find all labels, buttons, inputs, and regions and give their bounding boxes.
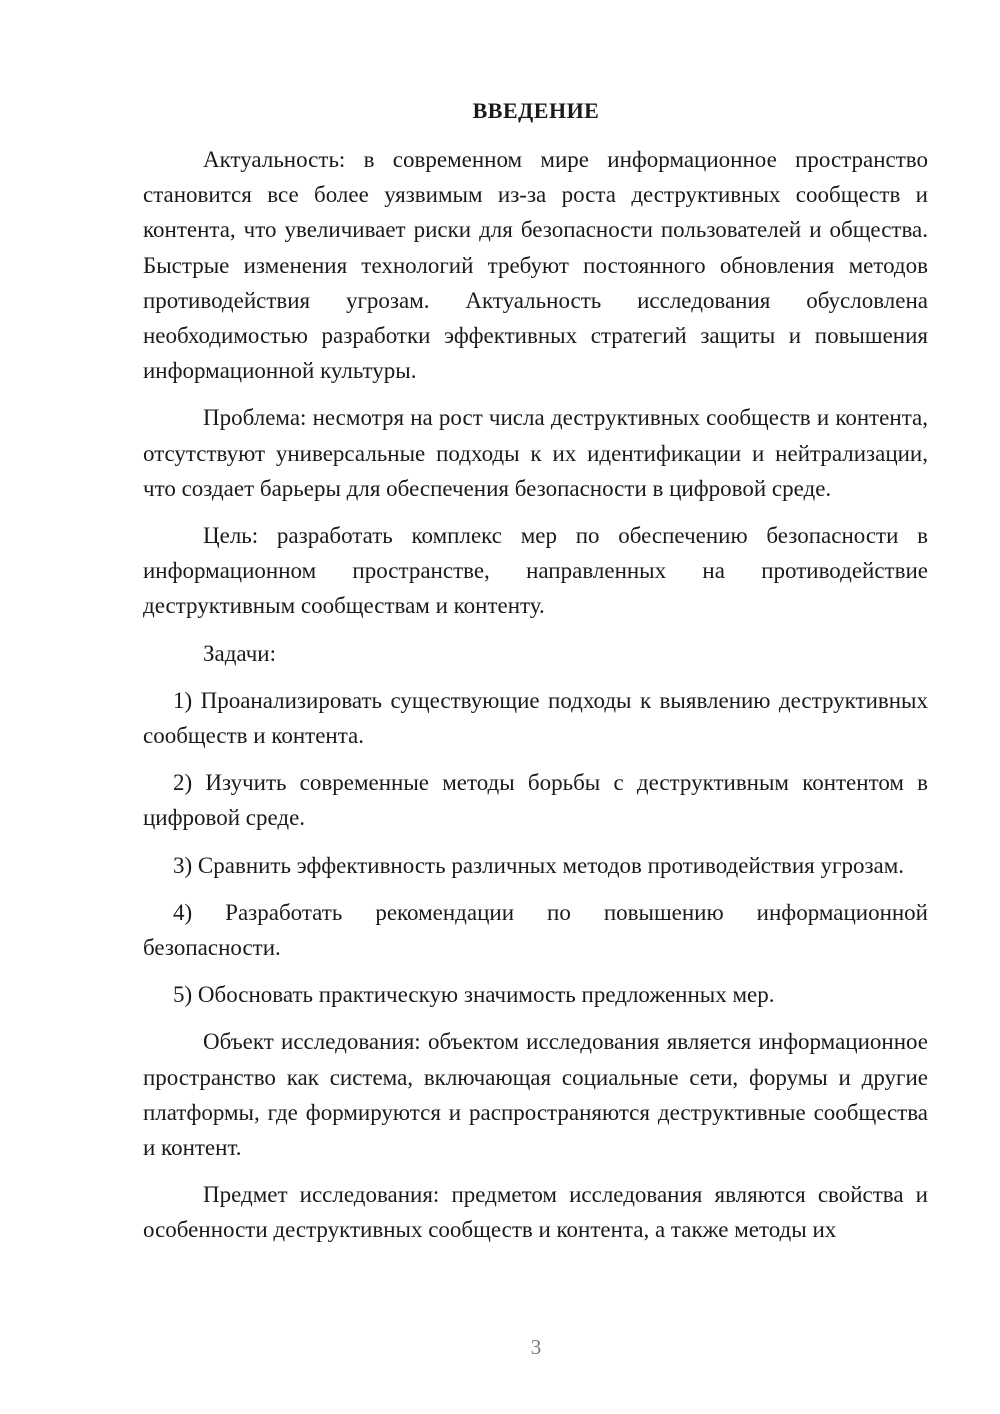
paragraph-relevance: Актуальность: в современном мире информационное пространство становится все более уязвимым из-за роста деструктивных сообществ и контента, что увеличивает риски для безопасности пользователей и общества. Быстрые изменения технологий требуют постоянного обновления методов противодействия угрозам. Актуальность исследования обусловлена необходимостью разработки эффективных стратегий защиты и повышения информационной культуры. (143, 147, 928, 384)
task-item-5: 5) Обосновать практическую значимость предложенных мер. (173, 982, 775, 1008)
task-item-1: 1) Проанализировать существующие подходы к выявлению деструктивных сообществ и контента. (143, 687, 928, 749)
paragraph-problem: Проблема: несмотря на рост числа деструктивных сообществ и контента, отсутствуют универсальные подходы к их идентификации и нейтрализации, что создает барьеры для обеспечения безопасности в цифровой среде. (143, 405, 928, 501)
section-title: ВВЕДЕНИЕ (472, 98, 600, 123)
paragraph-goal: Цель: разработать комплекс мер по обеспечению безопасности в информационном пространстве, направленных на противодействие деструктивным сообществам и контенту. (143, 523, 928, 619)
document-body (143, 142, 928, 1260)
task-item-2: 2) Изучить современные методы борьбы с деструктивным контентом в цифровой среде. (143, 770, 928, 831)
paragraph-object: Объект исследования: объектом исследования является информационное пространство как система, включающая социальные сети, форумы и другие платформы, где формируются и распространяются деструктивные сообщества и контент. (143, 1029, 928, 1161)
paragraph-subject: Предмет исследования: предметом исследования являются свойства и особенности деструктивных сообществ и контента, а также методы их (143, 1182, 928, 1243)
paragraph-tasks-heading: Задачи: (203, 640, 276, 666)
task-item-3: 3) Сравнить эффективность различных методов противодействия угрозам. (173, 852, 905, 878)
page-number: 3 (530, 1335, 542, 1359)
task-item-4: 4) Разработать рекомендации по повышению информационной безопасности. (143, 899, 928, 961)
